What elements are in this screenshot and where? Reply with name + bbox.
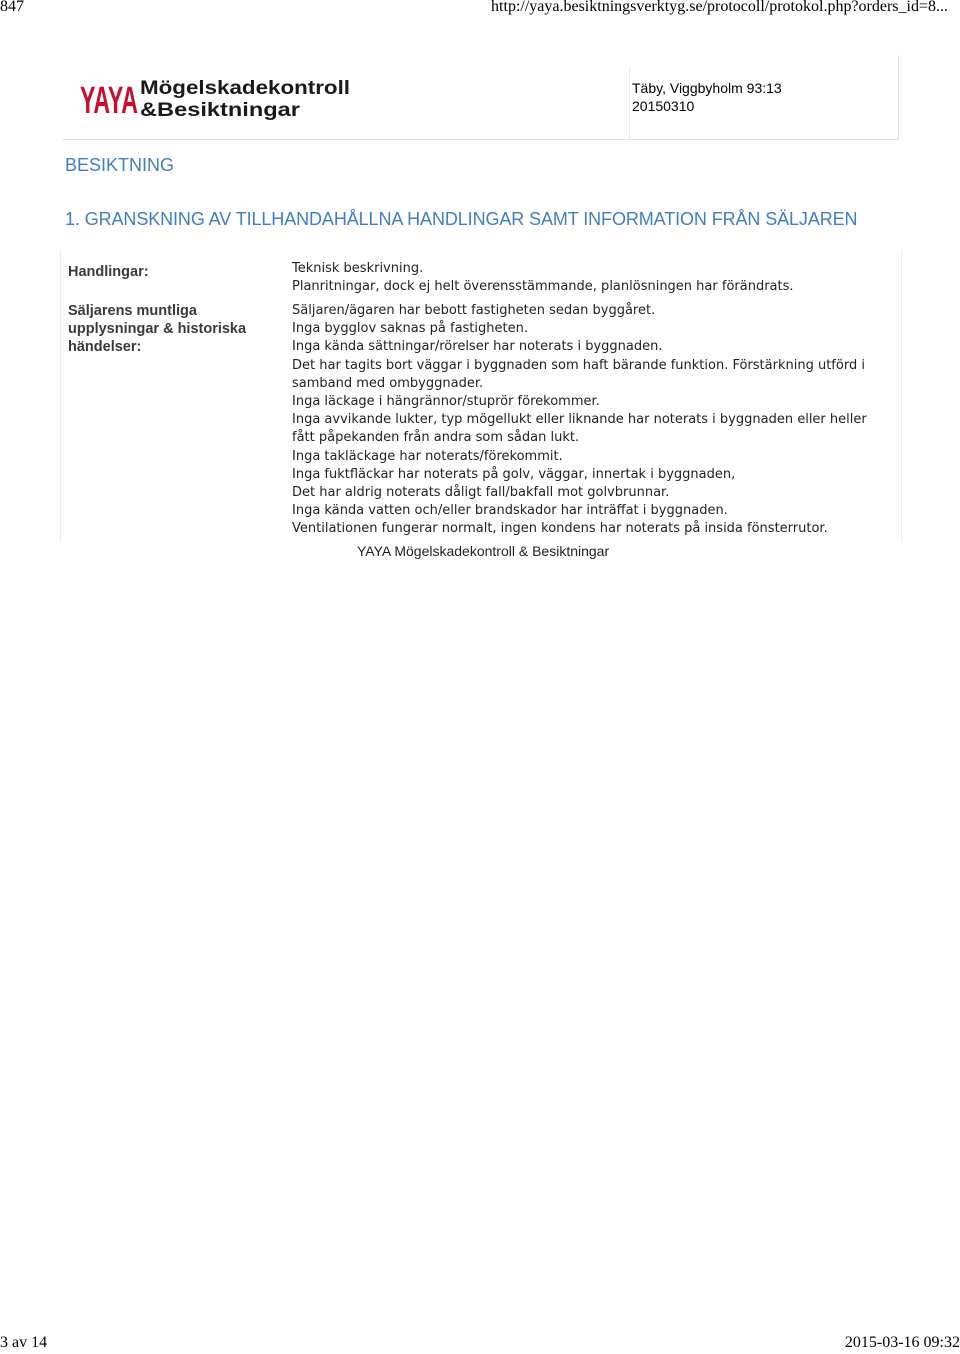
seller-info-text — [292, 302, 892, 539]
seller-info-line: Inga takläckage har noterats/förekommit. — [292, 448, 563, 464]
seller-info-line: Inga läckage i hängrännor/stuprör förekommer. — [292, 394, 600, 410]
print-timestamp: 2015-03-16 09:32 — [844, 1334, 960, 1351]
logo-line1: Mögelskadekontroll — [140, 78, 350, 99]
company-logo — [80, 76, 355, 120]
logo-line2: &Besiktningar — [140, 100, 301, 120]
seller-info-line: Säljaren/ägaren har bebott fastigheten sedan byggåret. — [292, 303, 656, 318]
documents-line: Teknisk beskrivning. — [292, 261, 424, 276]
seller-info-label: Säljarens muntliga upplysningar & historiska händelser: — [68, 303, 247, 355]
seller-info-line: Ventilationen fungerar normalt, ingen kondens har noterats på insida fönsterrutor. — [292, 521, 828, 537]
section-title: BESIKTNING — [65, 155, 175, 175]
header-divider — [629, 68, 630, 140]
documents-label: Handlingar: — [68, 264, 149, 280]
print-url: http://yaya.besiktningsverktyg.se/protocoll/protokol.php?orders_id=8... — [491, 0, 948, 15]
seller-info-line: Det har tagits bort väggar i byggnaden som haft bärande funktion. Förstärkning utförd i samband med ombyggnader. — [292, 357, 865, 391]
logo-brand: YAYA — [80, 80, 138, 120]
documents-text — [292, 260, 892, 296]
seller-info-line: Inga fuktfläckar har noterats på golv, väggar, innertak i byggnaden, — [292, 466, 736, 482]
seller-info-line: Inga bygglov saknas på fastigheten. — [292, 321, 528, 337]
footer-brand: YAYA Mögelskadekontroll & Besiktningar — [357, 543, 610, 559]
documents-line: Planritningar, dock ej helt överensstämmande, planlösningen har förändrats. — [292, 279, 794, 295]
subsection-title: 1. GRANSKNING AV TILLHANDAHÅLLNA HANDLINGAR SAMT INFORMATION FRÅN SÄLJAREN — [65, 209, 858, 229]
print-page-count: 3 av 14 — [0, 1334, 48, 1351]
inspection-date: 20150310 — [632, 98, 695, 114]
seller-info-line: Inga kända sättningar/rörelser har noterats i byggnaden. — [292, 339, 663, 355]
seller-info-line: Inga avvikande lukter, typ mögellukt eller liknande har noterats i byggnaden eller heller fått påpekanden från andra som sådan lukt. — [292, 412, 867, 446]
print-page-number: 847 — [0, 0, 24, 15]
seller-info-line: Det har aldrig noterats dåligt fall/bakfall mot golvbrunnar. — [292, 485, 670, 501]
seller-info-line: Inga kända vatten och/eller brandskador har inträffat i byggnaden. — [292, 503, 728, 519]
property-location: Täby, Viggbyholm 93:13 — [632, 80, 782, 96]
